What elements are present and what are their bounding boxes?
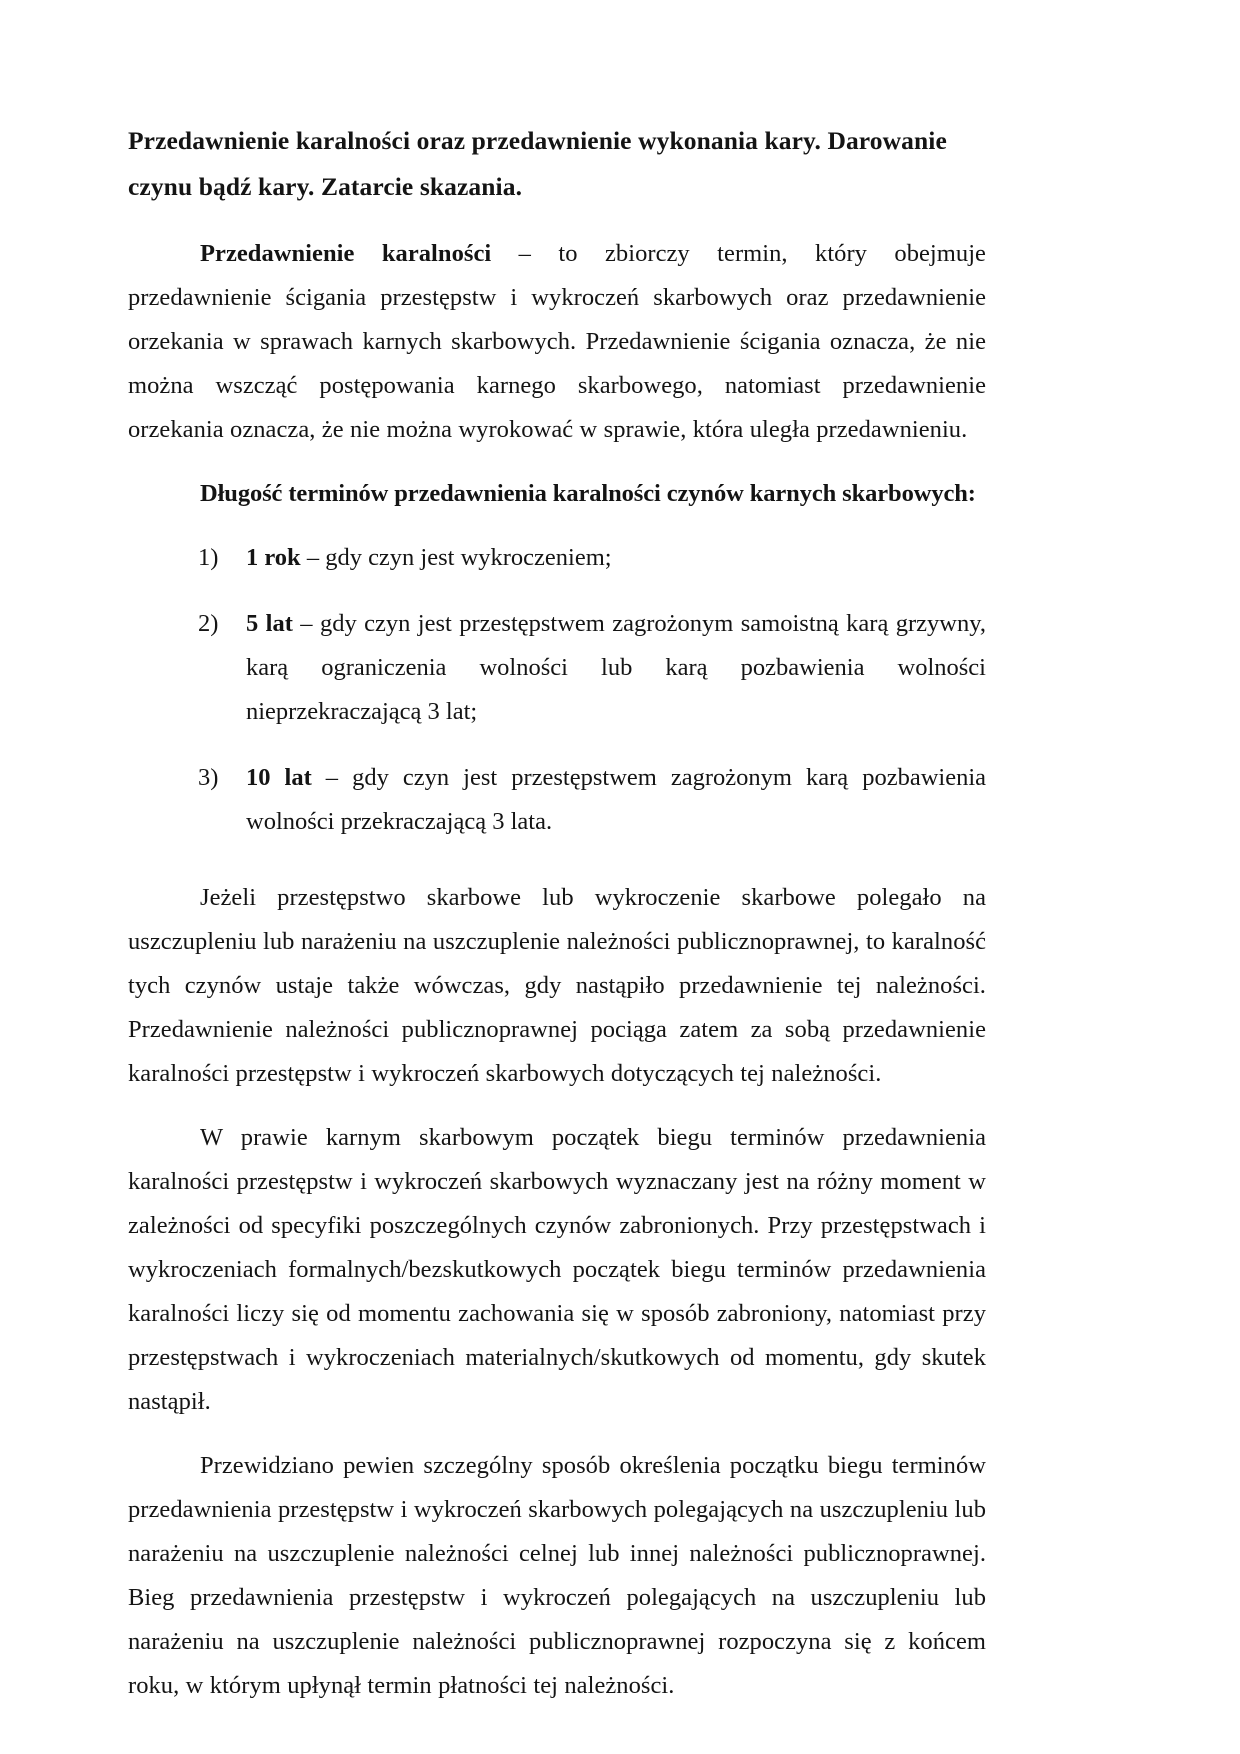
list-item-marker: 2) [198, 610, 219, 637]
paragraph-poczatek-biegu: W prawie karnym skarbowym początek biegu terminów przedawnienia karalności przestępstw i wykroczeń skarbowych wyznaczany jest na różny moment w zależności od specyfiki poszczególnych czynów zabronionych. Przy przestępstwach i wykroczeniach formalnych/bezskutkowych początek biegu terminów przedawnienia karalności liczy się od momentu zachowania się w sposób zabroniony, natomiast przy przestępstwach i wykroczeniach materialnych/skutkowych od momentu, gdy skutek nastąpił. [128, 1124, 986, 1415]
list-item-text: – gdy czyn jest wykroczeniem; [300, 544, 612, 571]
page-title: Przedawnienie karalności oraz przedawnienie wykonania kary. Darowanie czynu bądź kary. Zatarcie skazania. [128, 126, 947, 201]
document-body [128, 118, 986, 1728]
list-item-term: 1 rok [246, 544, 301, 571]
list-item-text: – gdy czyn jest przestępstwem zagrożonym karą pozbawienia wolności przekraczającą 3 lata. [246, 764, 986, 835]
list-item-text: – gdy czyn jest przestępstwem zagrożonym samoistną karą grzywny, karą ograniczenia wolności lub karą pozbawienia wolności nieprzekraczającą 3 lat; [246, 610, 986, 725]
list-item-term: 10 lat [246, 764, 312, 791]
list-item-marker: 1) [198, 544, 219, 571]
limitation-periods-list [128, 536, 986, 844]
block-spacer [128, 860, 986, 876]
list-item [128, 536, 986, 580]
intro-lead-term: Przedawnienie karalności [200, 240, 492, 267]
intro-body-text: – to zbiorczy termin, który obejmuje przedawnienie ścigania przestępstw i wykroczeń skarbowych oraz przedawnienie orzekania w sprawach karnych skarbowych. Przedawnienie ścigania oznacza, że nie można wszcząć postępowania karnego skarbowego, natomiast przedawnienie orzekania oznacza, że nie można wyrokować w sprawie, która uległa przedawnieniu. [128, 240, 986, 443]
list-item [128, 602, 986, 734]
paragraph-intro [128, 232, 986, 452]
list-item-term: 5 lat [246, 610, 293, 637]
paragraph-uszczuplenie: Jeżeli przestępstwo skarbowe lub wykroczenie skarbowe polegało na uszczupleniu lub narażeniu na uszczuplenie należności publicznoprawnej, to karalność tych czynów ustaje także wówczas, gdy nastąpiło przedawnienie tej należności. Przedawnienie należności publicznoprawnej pociąga zatem za sobą przedawnienie karalności przestępstw i wykroczeń skarbowych dotyczących tej należności. [128, 884, 986, 1087]
paragraph-szczegolny-sposob: Przewidziano pewien szczególny sposób określenia początku biegu terminów przedawnienia przestępstw i wykroczeń skarbowych polegających na uszczupleniu lub narażeniu na uszczuplenie należności celnej lub innej należności publicznoprawnej. Bieg przedawnienia przestępstw i wykroczeń polegających na uszczupleniu lub narażeniu na uszczuplenie należności publicznoprawnej rozpoczyna się z końcem roku, w którym upłynął termin płatności tej należności. [128, 1452, 986, 1699]
list-item [128, 756, 986, 844]
section-subheading: Długość terminów przedawnienia karalności czynów karnych skarbowych: [200, 480, 976, 507]
list-item-marker: 3) [198, 764, 219, 791]
